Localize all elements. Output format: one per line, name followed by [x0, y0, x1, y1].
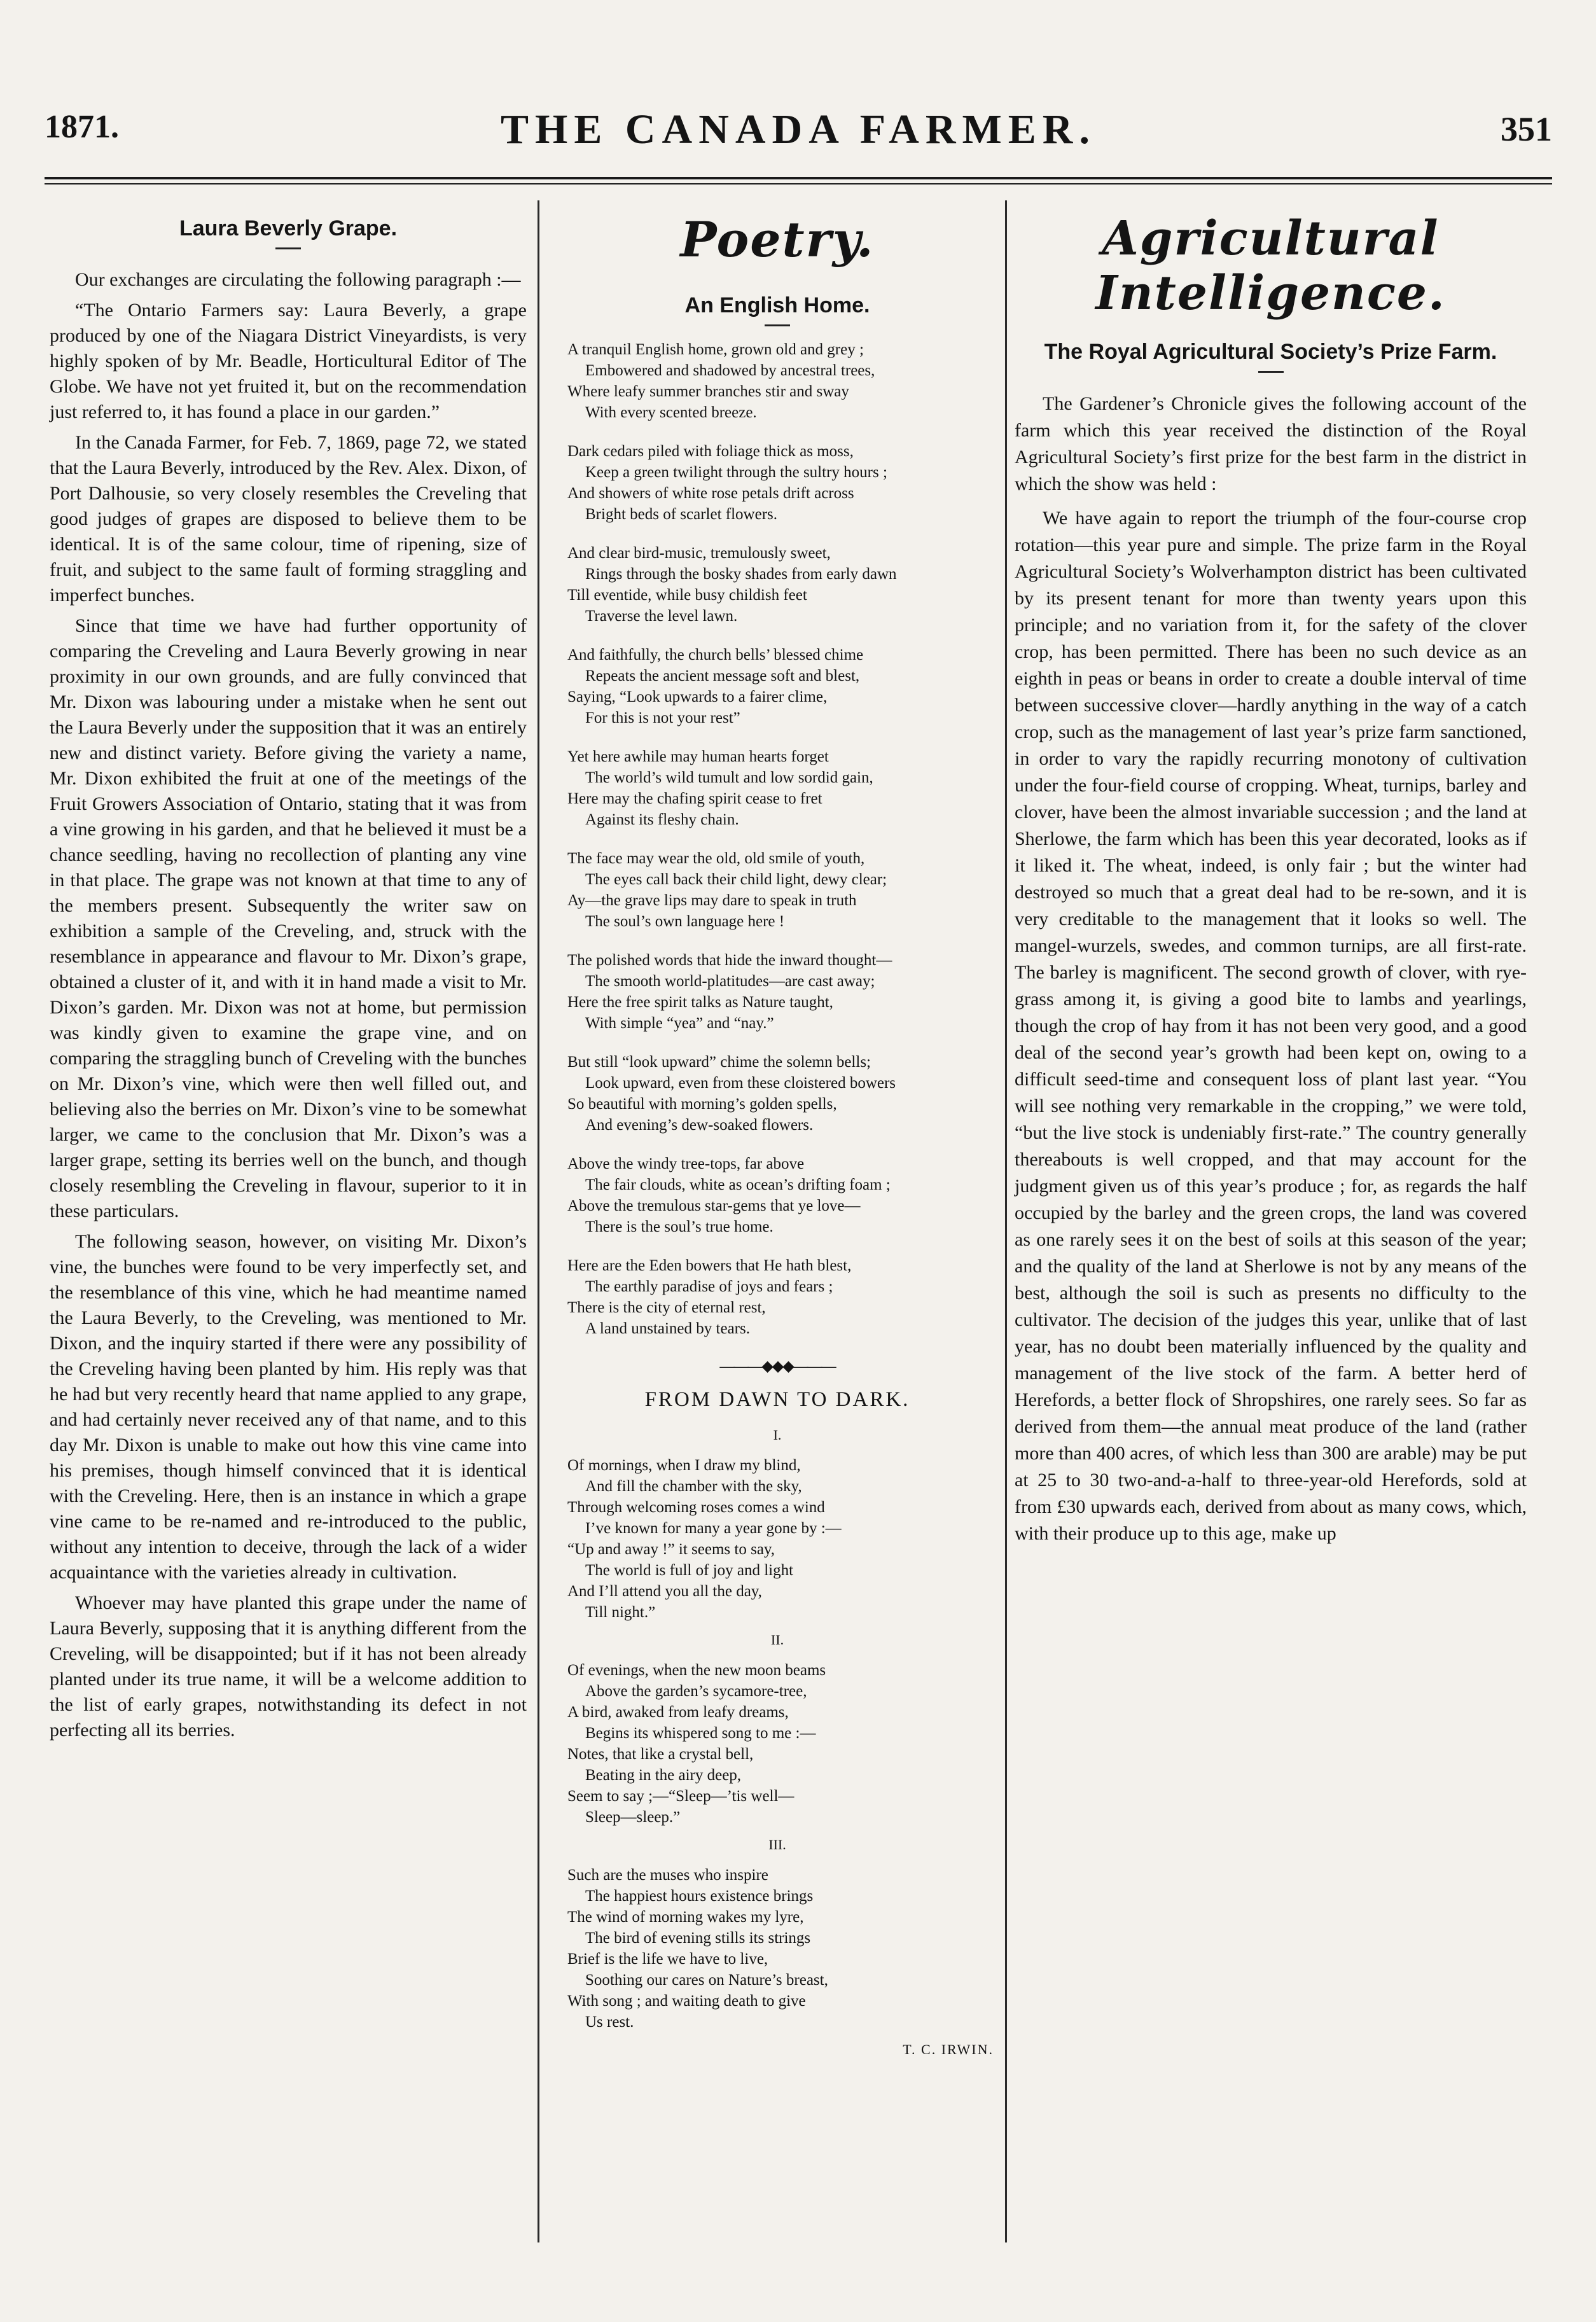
poem-line: Dark cedars piled with foliage thick as moss, — [567, 443, 854, 460]
poem-line: Notes, that like a crystal bell, — [567, 1746, 754, 1763]
poem-line: Till night.” — [585, 1604, 656, 1621]
poem-stanza — [567, 441, 1006, 525]
poem-english-home — [548, 339, 1006, 1339]
poem-stanza — [567, 746, 1006, 830]
title-dash — [1258, 371, 1284, 373]
farm-paragraph: The Gardener’s Chronicle gives the following account of the farm which this year received the distinction of the Royal Agricultural Society’s first prize for the best farm in the district in which the show was held : — [1015, 393, 1527, 494]
poem-line: The eyes call back their child light, dewy clear; — [585, 871, 887, 888]
poem-line: Traverse the level lawn. — [585, 608, 738, 625]
header-rule-thin — [45, 183, 1552, 184]
column-divider-left — [538, 200, 539, 2242]
poem-part-numeral: II. — [770, 1632, 784, 1648]
grape-paragraph: Whoever may have planted this grape under the name of Laura Beverly, supposing that it is anything different from the Creveling, will be disappointed; but if it has not been already planted under its true name, it will be a welcome addition to the list of early grapes, notwithstanding its defect in not perfecting all its berries. — [50, 1592, 527, 1741]
farm-paragraph: We have again to report the triumph of the four-course crop rotation—this year pure and simple. The prize farm in the Royal Agricultural Society’s Wolverhampton district has been cultivated by its present tenant for more than twenty years upon this principle; and no variation from it, for the safety of the clover crop, has been permitted. There has been no such device as an eighth in peas or beans in order to create a double interval of time between successive clover—hardly anything in the way of a catch crop, such as the management of last year’s prize farm sanctioned, in order to vary the rapidly recurring monotony of cultivation under the four-field course of cropping. Wheat, turnips, barley and clover, have been the almost invariable succession ; and the land at Sherlowe, the farm which has been this year decorated, looks as if it liked it. The wheat, indeed, is only fair ; but the winter had destroyed so much that a great deal had to be re-sown, and it is very creditable to the management that it looks so well. The mangel-wurzels, swedes, and common turnips, are all first-rate. The barley is magnificent. The second growth of clover, with rye-grass among it, is giving a good bite to lambs and yearlings, though the crop of hay from it has not been very good, and a good deal of the second year’s growth had been kept on, owing to a difficult seed-time and consequent loss of plant last year. “You will see nothing very remarkable in the cropping,” we were told, “but the live stock is undeniably first-rate.” The country generally thereabouts is well cropped, and that may account for the judgment given us of this year’s produce ; for, as regards the half occupied by the barley and the green crops, the land was covered as one rarely sees it on the best of soils at this season of the year; and the quality of the land at Sherlowe is not by any means of the best, although the soil is such as presents no difficulty to the cultivator. The decision of the judges this year, unlike that of last year, has no doubt been materially influenced by the quality and management of the live stock of the farm. A better herd of Herefords, a better flock of Shropshires, one rarely sees. So far as derived from them—the annual meat produce of the land (rather more than 400 acres, of which less than 300 are arable) may be put at 25 to 30 two-and-a-half to three-year-old Herefords, sold at from £30 upwards each, derived from about as many cows, which, with their produce up to this age, make up — [1015, 508, 1527, 1544]
poem-line: The smooth world-platitudes—are cast away; — [585, 973, 875, 990]
poem-stanza — [567, 339, 1006, 423]
poem-line: Above the tremulous star-gems that ye love— — [567, 1197, 861, 1214]
poem-line: The world is full of joy and light — [585, 1562, 794, 1579]
article-title-prize-farm: The Royal Agricultural Society’s Prize Farm. — [1044, 340, 1497, 364]
poem-line: A tranquil English home, grown old and grey ; — [567, 341, 864, 358]
masthead-title: THE CANADA FARMER. — [501, 106, 1096, 153]
poem-line: Of mornings, when I draw my blind, — [567, 1457, 801, 1474]
grape-paragraph: The following season, however, on visiting Mr. Dixon’s vine, the bunches were found to be very imperfectly set, and the resemblance of this vine, which he had meantime named the Laura Beverly, to the Creveling, was mentioned to Mr. Dixon, and the inquiry started if there were any possibility of the Creveling having been planted by him. His reply was that he had but very recently heard that name applied to any grape, and had certainly never received any of that name, and to this day Mr. Dixon is unable to make out how this vine came into his premises, though himself convinced that it is identical with the Creveling. Here, then is an instance in which a grape vine came to be re-named and re-introduced to the public, without any intention to deceive, through the lack of a wider acquaintance with the varieties already in cultivation. — [50, 1231, 527, 1583]
poem-line: For this is not your rest” — [585, 709, 740, 726]
header-rule-thick — [45, 177, 1552, 179]
poem-part-numeral: I. — [773, 1427, 782, 1443]
poem-line: Through welcoming roses comes a wind — [567, 1499, 825, 1516]
poem-line: The happiest hours existence brings — [585, 1887, 814, 1905]
poem-line: Here are the Eden bowers that He hath blest, — [567, 1257, 852, 1274]
poem-line: Us rest. — [585, 2013, 634, 2031]
poem-part-numeral: III. — [768, 1837, 786, 1853]
poem-line: Such are the muses who inspire — [567, 1867, 768, 1884]
poetry-heading: Poetry. — [680, 211, 875, 268]
title-dash — [275, 247, 301, 249]
poem-line: Above the windy tree-tops, far above — [567, 1155, 805, 1172]
poem-stanza — [567, 543, 1006, 627]
poem-line: And showers of white rose petals drift across — [567, 485, 854, 502]
poem-line: Here the free spirit talks as Nature taught, — [567, 994, 833, 1011]
poem-line: Brief is the life we have to live, — [567, 1950, 768, 1968]
page-header — [45, 108, 1552, 159]
poem-line: Look upward, even from these cloistered bowers — [585, 1074, 896, 1092]
poem-line: There is the city of eternal rest, — [567, 1299, 766, 1316]
poem-line: Repeats the ancient message soft and blest, — [585, 667, 860, 685]
poem-line: Above the garden’s sycamore-tree, — [585, 1683, 807, 1700]
column-grape-article — [50, 205, 527, 1743]
poem-stanza — [567, 1455, 1006, 1623]
poem-stanza — [567, 644, 1006, 728]
poem-line: And fill the chamber with the sky, — [585, 1478, 802, 1495]
poem-line: So beautiful with morning’s golden spells, — [567, 1095, 837, 1113]
poem-line: Till eventide, while busy childish feet — [567, 587, 807, 604]
grape-paragraph: In the Canada Farmer, for Feb. 7, 1869, page 72, we stated that the Laura Beverly, introduced by the Rev. Alex. Dixon, of Port Dalhousie, so very closely resembles the Creveling that good judges of grapes are disposed to believe them to be identical. It is of the same colour, time of ripening, size of fruit, and subject to the same fault of forming straggling and imperfect bunches. — [50, 432, 527, 606]
poem-line: And evening’s dew-soaked flowers. — [585, 1116, 814, 1134]
poem-line: The polished words that hide the inward thought— — [567, 952, 892, 969]
page-number: 351 — [1501, 110, 1552, 148]
poem-stanza — [567, 1865, 1006, 2033]
poem-line: Seem to say ;—“Sleep—’tis well— — [567, 1788, 795, 1805]
title-dash — [765, 324, 790, 326]
poem-line: With simple “yea” and “nay.” — [585, 1015, 774, 1032]
column-poetry — [548, 205, 1006, 2058]
article-title-grape: Laura Beverly Grape. — [179, 216, 398, 240]
header-year: 1871. — [45, 109, 119, 145]
poem-line: Yet here awhile may human hearts forget — [567, 748, 829, 765]
poem-line: Against its fleshy chain. — [585, 811, 739, 828]
poem-line: Ay—the grave lips may dare to speak in truth — [567, 892, 857, 909]
poem-line: With song ; and waiting death to give — [567, 1992, 806, 2010]
poem-line: Here may the chafing spirit cease to fret — [567, 790, 822, 807]
poem-title-dawn-to-dark: FROM DAWN TO DARK. — [644, 1388, 910, 1411]
poem-line: “Up and away !” it seems to say, — [567, 1541, 775, 1558]
poem-line: Beating in the airy deep, — [585, 1767, 742, 1784]
poem-line: Embowered and shadowed by ancestral trees, — [585, 362, 875, 379]
poem-stanza — [567, 848, 1006, 932]
column-agricultural — [1015, 205, 1527, 1547]
poem-line: Soothing our cares on Nature’s breast, — [585, 1971, 828, 1989]
poem-title-english-home: An English Home. — [684, 293, 870, 317]
agricultural-heading: Agricultural Intelligence. — [1095, 211, 1446, 321]
poem-line: Begins its whispered song to me :— — [585, 1725, 816, 1742]
poem-line: Sleep—sleep.” — [585, 1809, 681, 1826]
grape-paragraph: “The Ontario Farmers say: Laura Beverly, a grape produced by one of the Niagara District Vineyardists, is very highly spoken of by Mr. Beadle, Horticultural Editor of The Globe. We have not yet fruited it, but on the recommendation just referred to, it has found a place in our garden.” — [50, 300, 527, 422]
poem-stanza — [567, 1255, 1006, 1339]
poem-line: Of evenings, when the new moon beams — [567, 1662, 826, 1679]
poem-line: The world’s wild tumult and low sordid gain, — [585, 769, 873, 786]
poem-line: But still “look upward” chime the solemn bells; — [567, 1053, 871, 1071]
poem-line: Rings through the bosky shades from early dawn — [585, 566, 897, 583]
poem-line: The face may wear the old, old smile of youth, — [567, 850, 865, 867]
ornament-divider: ———◆◆◆——— — [719, 1358, 835, 1375]
poem-line: And clear bird-music, tremulously sweet, — [567, 545, 831, 562]
poem-line: And faithfully, the church bells’ blessed chime — [567, 646, 864, 664]
poem-stanza — [567, 1153, 1006, 1237]
poem-line: The bird of evening stills its strings — [585, 1929, 811, 1947]
poem-line: Keep a green twilight through the sultry hours ; — [585, 464, 887, 481]
poem-author: T. C. IRWIN. — [903, 2041, 994, 2057]
poem-line: The fair clouds, white as ocean’s drifting foam ; — [585, 1176, 891, 1193]
grape-paragraph: Our exchanges are circulating the following paragraph :— — [75, 269, 521, 290]
poem-line: The earthly paradise of joys and fears ; — [585, 1278, 833, 1295]
poem-line: Where leafy summer branches stir and sway — [567, 383, 849, 400]
poem-line: Saying, “Look upwards to a fairer clime, — [567, 688, 828, 706]
poem-stanza — [567, 1660, 1006, 1828]
poem-line: The soul’s own language here ! — [585, 913, 785, 930]
poem-line: The wind of morning wakes my lyre, — [567, 1908, 804, 1926]
poem-line: And I’ll attend you all the day, — [567, 1583, 762, 1600]
poem-line: A bird, awaked from leafy dreams, — [567, 1704, 789, 1721]
poem-line: I’ve known for many a year gone by :— — [585, 1520, 842, 1537]
poem-stanza — [567, 950, 1006, 1034]
poem-dawn-to-dark — [548, 1427, 1006, 2033]
grape-paragraph: Since that time we have had further opportunity of comparing the Creveling and Laura Beverly growing in near proximity in our own grounds, and are fully convinced that Mr. Dixon was labouring under a mistake when he sent out the Laura Beverly under the supposition that it was an entirely new and distinct variety. Before giving the variety a name, Mr. Dixon exhibited the fruit at one of the meetings of the Fruit Growers Association of Ontario, stating that it was from a vine growing in his garden, and that he believed it must be a chance seedling, having no recollection of planting any vine in that place. The grape was not known at that time to any of the members present. Subsequently the writer saw on exhibition a sample of the Creveling, and, struck with the resemblance in appearance and flavour to Mr. Dixon’s grape, obtained a cluster of it, and with it in hand made a visit to Mr. Dixon’s garden. Mr. Dixon was not at home, but permission was kindly given to examine the grape vine, and on comparing the straggling bunch of Creveling with the bunches on Mr. Dixon’s vine, which were then well filled out, and believing also the berries on Mr. Dixon’s vine to be somewhat larger, we came to the conclusion that Mr. Dixon’s was a larger grape, setting its berries well on the bunch, and though closely resembling the Creveling in flavour, superior to it in these particulars. — [50, 615, 527, 1221]
poem-line: There is the soul’s true home. — [585, 1218, 774, 1235]
poem-stanza — [567, 1052, 1006, 1136]
poem-line: Bright beds of scarlet flowers. — [585, 506, 778, 523]
poem-line: A land unstained by tears. — [585, 1320, 750, 1337]
poem-line: With every scented breeze. — [585, 404, 757, 421]
